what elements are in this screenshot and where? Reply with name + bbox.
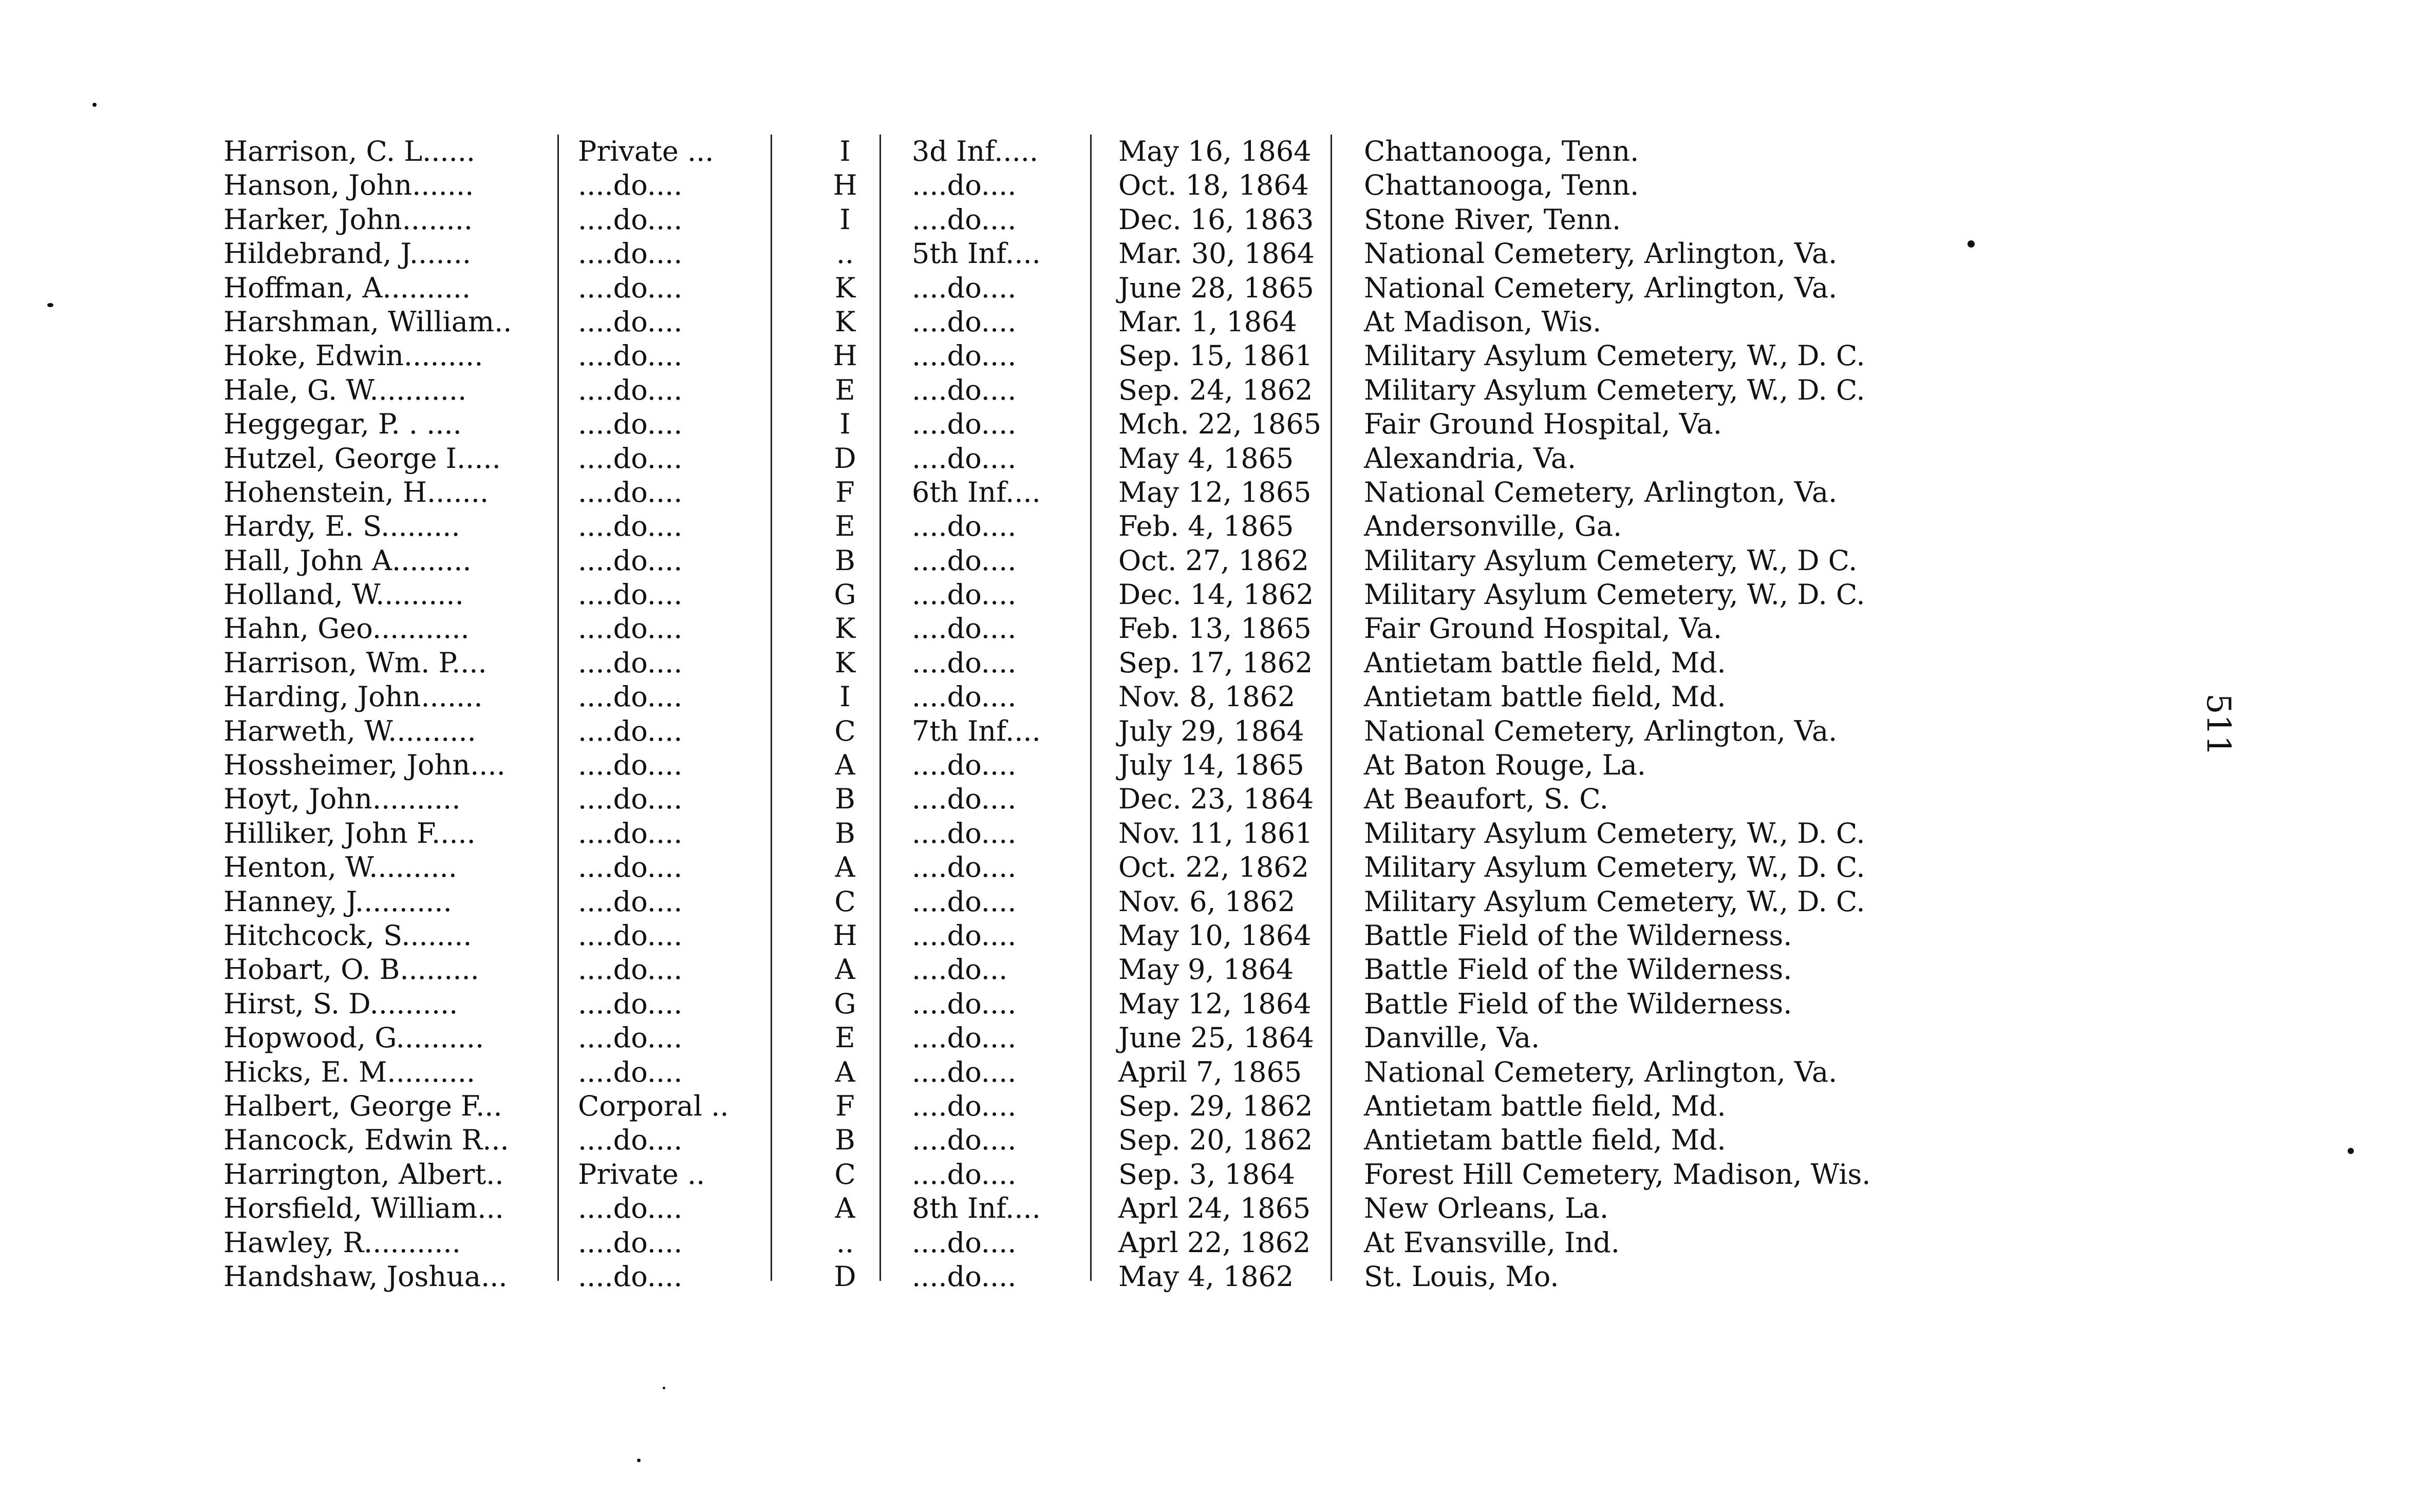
rank-cell: ....do.... — [578, 885, 683, 918]
soldier-name-cell: Handshaw, Joshua... — [223, 1260, 508, 1293]
company-cell: D — [834, 1260, 856, 1293]
table-row — [223, 1158, 1970, 1192]
soldier-name-cell: Hilliker, John F..... — [223, 817, 476, 849]
rank-cell: ....do.... — [578, 919, 683, 952]
table-row — [223, 237, 1970, 271]
rank-cell: ....do.... — [578, 1055, 683, 1088]
date-of-death-cell: Sep. 17, 1862 — [1118, 646, 1313, 679]
soldier-name-cell: Hale, G. W........... — [223, 373, 467, 406]
place-of-burial-cell: Chattanooga, Tenn. — [1364, 169, 1639, 202]
regiment-cell: ....do.... — [912, 339, 1017, 372]
place-of-burial-cell: Battle Field of the Wilderness. — [1364, 953, 1792, 986]
company-cell: B — [835, 817, 855, 849]
place-of-burial-cell: Military Asylum Cemetery, W., D. C. — [1364, 885, 1865, 918]
company-cell: A — [835, 953, 855, 986]
rank-cell: ....do.... — [578, 544, 683, 577]
table-row — [223, 1192, 1970, 1225]
place-of-burial-cell: Military Asylum Cemetery, W., D. C. — [1364, 339, 1865, 372]
place-of-burial-cell: Military Asylum Cemetery, W., D C. — [1364, 544, 1858, 577]
place-of-burial-cell: St. Louis, Mo. — [1364, 1260, 1559, 1293]
place-of-burial-cell: National Cemetery, Arlington, Va. — [1364, 714, 1838, 747]
regiment-cell: ....do.... — [912, 1158, 1017, 1190]
rank-cell: ....do.... — [578, 646, 683, 679]
table-row — [223, 1260, 1970, 1294]
soldier-name-cell: Hoyt, John.......... — [223, 783, 461, 816]
regiment-cell: ....do.... — [912, 681, 1017, 713]
table-row — [223, 1089, 1970, 1123]
rank-cell: Private .. — [578, 1158, 705, 1190]
table-row — [223, 476, 1970, 509]
soldier-name-cell: Harrison, C. L...... — [223, 135, 476, 167]
table-row — [223, 442, 1970, 476]
date-of-death-cell: Mar. 30, 1864 — [1118, 237, 1315, 270]
regiment-cell: ....do.... — [912, 203, 1017, 236]
place-of-burial-cell: At Evansville, Ind. — [1364, 1226, 1620, 1259]
print-speck — [1968, 240, 1975, 248]
date-of-death-cell: Mar. 1, 1864 — [1118, 305, 1297, 338]
date-of-death-cell: May 9, 1864 — [1118, 953, 1294, 986]
date-of-death-cell: May 16, 1864 — [1118, 135, 1312, 167]
rank-cell: ....do.... — [578, 1124, 683, 1157]
table-row — [223, 407, 1970, 441]
date-of-death-cell: May 12, 1865 — [1118, 476, 1312, 508]
regiment-cell: ....do.... — [912, 1055, 1017, 1088]
company-cell: B — [835, 544, 855, 577]
rank-cell: ....do.... — [578, 237, 683, 270]
company-cell: C — [834, 714, 856, 747]
regiment-cell: 7th Inf.... — [912, 714, 1041, 747]
company-cell: F — [835, 1089, 855, 1122]
soldier-name-cell: Harrison, Wm. P.... — [223, 646, 487, 679]
table-row — [223, 817, 1970, 850]
place-of-burial-cell: Fair Ground Hospital, Va. — [1364, 408, 1722, 441]
soldier-name-cell: Harding, John....... — [223, 681, 483, 713]
regiment-cell: ....do.... — [912, 1226, 1017, 1259]
soldier-name-cell: Hicks, E. M.......... — [223, 1055, 476, 1088]
date-of-death-cell: Mch. 22, 1865 — [1118, 408, 1322, 441]
place-of-burial-cell: Antietam battle field, Md. — [1364, 1124, 1726, 1157]
place-of-burial-cell: At Madison, Wis. — [1364, 305, 1602, 338]
date-of-death-cell: Sep. 3, 1864 — [1118, 1158, 1295, 1190]
rank-cell: ....do.... — [578, 339, 683, 372]
table-row — [223, 339, 1970, 373]
company-cell: K — [834, 612, 856, 645]
company-cell: K — [834, 271, 856, 304]
soldier-name-cell: Hanson, John....... — [223, 169, 474, 202]
company-cell: H — [833, 169, 857, 202]
company-cell: I — [839, 203, 851, 236]
place-of-burial-cell: Battle Field of the Wilderness. — [1364, 919, 1792, 952]
date-of-death-cell: Nov. 8, 1862 — [1118, 681, 1296, 713]
table-row — [223, 1055, 1970, 1089]
date-of-death-cell: May 4, 1865 — [1118, 442, 1294, 475]
date-of-death-cell: Aprl 24, 1865 — [1118, 1192, 1311, 1225]
rank-cell: ....do.... — [578, 169, 683, 202]
table-row — [223, 578, 1970, 612]
date-of-death-cell: May 12, 1864 — [1118, 987, 1312, 1020]
place-of-burial-cell: Military Asylum Cemetery, W., D. C. — [1364, 578, 1865, 611]
regiment-cell: ....do.... — [912, 885, 1017, 918]
rank-cell: ....do.... — [578, 510, 683, 543]
company-cell: F — [835, 476, 855, 508]
soldier-name-cell: Hawley, R........... — [223, 1226, 461, 1259]
rank-cell: ....do.... — [578, 271, 683, 304]
print-speck — [637, 1459, 641, 1462]
company-cell: A — [835, 1192, 855, 1225]
soldier-name-cell: Horsfield, William... — [223, 1192, 504, 1225]
rank-cell: ....do.... — [578, 714, 683, 747]
rank-cell: ....do.... — [578, 749, 683, 782]
date-of-death-cell: Oct. 27, 1862 — [1118, 544, 1309, 577]
rank-cell: Corporal .. — [578, 1089, 729, 1122]
soldier-name-cell: Hanney, J........... — [223, 885, 452, 918]
regiment-cell: ....do.... — [912, 169, 1017, 202]
company-cell: I — [839, 681, 851, 713]
place-of-burial-cell: Chattanooga, Tenn. — [1364, 135, 1639, 167]
rank-cell: ....do.... — [578, 851, 683, 884]
date-of-death-cell: June 28, 1865 — [1118, 271, 1314, 304]
date-of-death-cell: July 14, 1865 — [1118, 749, 1304, 782]
rank-cell: ....do.... — [578, 783, 683, 816]
date-of-death-cell: Sep. 15, 1861 — [1118, 339, 1313, 372]
company-cell: A — [835, 1055, 855, 1088]
place-of-burial-cell: Danville, Va. — [1364, 1022, 1540, 1054]
place-of-burial-cell: Battle Field of the Wilderness. — [1364, 987, 1792, 1020]
regiment-cell: ....do.... — [912, 987, 1017, 1020]
rank-cell: ....do.... — [578, 953, 683, 986]
table-row — [223, 509, 1970, 543]
regiment-cell: ....do.... — [912, 271, 1017, 304]
company-cell: A — [835, 851, 855, 884]
date-of-death-cell: Dec. 16, 1863 — [1118, 203, 1314, 236]
date-of-death-cell: Sep. 20, 1862 — [1118, 1124, 1313, 1157]
company-cell: G — [834, 987, 856, 1020]
soldier-name-cell: Hancock, Edwin R... — [223, 1124, 509, 1157]
soldier-name-cell: Harker, John........ — [223, 203, 473, 236]
table-row — [223, 885, 1970, 919]
regiment-cell: 3d Inf..... — [912, 135, 1039, 167]
company-cell: B — [835, 1124, 855, 1157]
date-of-death-cell: July 29, 1864 — [1118, 714, 1304, 747]
soldier-name-cell: Harrington, Albert.. — [223, 1158, 504, 1190]
soldier-name-cell: Hardy, E. S......... — [223, 510, 460, 543]
rank-cell: ....do.... — [578, 476, 683, 508]
date-of-death-cell: May 10, 1864 — [1118, 919, 1312, 952]
soldier-name-cell: Hopwood, G.......... — [223, 1022, 484, 1054]
company-cell: E — [835, 1022, 855, 1054]
company-cell: I — [839, 135, 851, 167]
place-of-burial-cell: Antietam battle field, Md. — [1364, 681, 1726, 713]
place-of-burial-cell: Antietam battle field, Md. — [1364, 646, 1726, 679]
regiment-cell: ....do.... — [912, 1260, 1017, 1293]
regiment-cell: 5th Inf.... — [912, 237, 1041, 270]
table-row — [223, 850, 1970, 884]
regiment-cell: ....do.... — [912, 1089, 1017, 1122]
company-cell: I — [839, 408, 851, 441]
company-cell: B — [835, 783, 855, 816]
soldier-name-cell: Hobart, O. B......... — [223, 953, 479, 986]
date-of-death-cell: Sep. 29, 1862 — [1118, 1089, 1313, 1122]
regiment-cell: 8th Inf.... — [912, 1192, 1041, 1225]
soldier-name-cell: Hoffman, A.......... — [223, 271, 471, 304]
company-cell: E — [835, 373, 855, 406]
rank-cell: ....do.... — [578, 1226, 683, 1259]
regiment-cell: ....do.... — [912, 373, 1017, 406]
place-of-burial-cell: National Cemetery, Arlington, Va. — [1364, 237, 1838, 270]
company-cell: H — [833, 919, 857, 952]
table-row — [223, 544, 1970, 578]
print-speck — [92, 103, 97, 107]
place-of-burial-cell: Fair Ground Hospital, Va. — [1364, 612, 1722, 645]
table-row — [223, 203, 1970, 237]
soldier-name-cell: Hitchcock, S........ — [223, 919, 472, 952]
soldier-name-cell: Hirst, S. D.......... — [223, 987, 458, 1020]
rank-cell: ....do.... — [578, 1192, 683, 1225]
regiment-cell: ....do.... — [912, 408, 1017, 441]
place-of-burial-cell: National Cemetery, Arlington, Va. — [1364, 271, 1838, 304]
table-row — [223, 373, 1970, 407]
regiment-cell: ....do.... — [912, 442, 1017, 475]
table-row — [223, 612, 1970, 646]
place-of-burial-cell: Antietam battle field, Md. — [1364, 1089, 1726, 1122]
place-of-burial-cell: Alexandria, Va. — [1364, 442, 1577, 475]
date-of-death-cell: Aprl 22, 1862 — [1118, 1226, 1311, 1259]
table-row — [223, 680, 1970, 714]
date-of-death-cell: Dec. 23, 1864 — [1118, 783, 1314, 816]
soldier-name-cell: Hoke, Edwin......... — [223, 339, 483, 372]
date-of-death-cell: Feb. 13, 1865 — [1118, 612, 1312, 645]
regiment-cell: ....do.... — [912, 510, 1017, 543]
regiment-cell: ....do.... — [912, 612, 1017, 645]
company-cell: G — [834, 578, 856, 611]
date-of-death-cell: May 4, 1862 — [1118, 1260, 1294, 1293]
table-row — [223, 305, 1970, 339]
table-row — [223, 782, 1970, 816]
regiment-cell: ....do.... — [912, 646, 1017, 679]
table-row — [223, 135, 1970, 168]
rank-cell: ....do.... — [578, 1260, 683, 1293]
date-of-death-cell: Sep. 24, 1862 — [1118, 373, 1313, 406]
regiment-cell: ....do... — [912, 953, 1008, 986]
table-row — [223, 1123, 1970, 1157]
rank-cell: ....do.... — [578, 817, 683, 849]
soldier-name-cell: Holland, W.......... — [223, 578, 464, 611]
rank-cell: ....do.... — [578, 612, 683, 645]
regiment-cell: ....do.... — [912, 544, 1017, 577]
regiment-cell: ....do.... — [912, 1124, 1017, 1157]
soldier-name-cell: Hohenstein, H....... — [223, 476, 489, 508]
place-of-burial-cell: Forest Hill Cemetery, Madison, Wis. — [1364, 1158, 1871, 1190]
place-of-burial-cell: Military Asylum Cemetery, W., D. C. — [1364, 373, 1865, 406]
regiment-cell: 6th Inf.... — [912, 476, 1041, 508]
regiment-cell: ....do.... — [912, 1022, 1017, 1054]
place-of-burial-cell: National Cemetery, Arlington, Va. — [1364, 476, 1838, 508]
table-row — [223, 748, 1970, 782]
rank-cell: ....do.... — [578, 578, 683, 611]
soldier-name-cell: Henton, W.......... — [223, 851, 457, 884]
soldier-name-cell: Hossheimer, John.... — [223, 749, 505, 782]
company-cell: E — [835, 510, 855, 543]
place-of-burial-cell: At Beaufort, S. C. — [1364, 783, 1608, 816]
table-row — [223, 168, 1970, 202]
soldier-name-cell: Halbert, George F... — [223, 1089, 502, 1122]
company-cell: K — [834, 305, 856, 338]
soldier-name-cell: Harweth, W.......... — [223, 714, 476, 747]
date-of-death-cell: Oct. 18, 1864 — [1118, 169, 1309, 202]
rank-cell: ....do.... — [578, 987, 683, 1020]
place-of-burial-cell: Military Asylum Cemetery, W., D. C. — [1364, 817, 1865, 849]
soldier-name-cell: Harshman, William.. — [223, 305, 512, 338]
rank-cell: ....do.... — [578, 203, 683, 236]
company-cell: .. — [836, 237, 854, 270]
company-cell: D — [834, 442, 856, 475]
regiment-cell: ....do.... — [912, 783, 1017, 816]
place-of-burial-cell: Stone River, Tenn. — [1364, 203, 1621, 236]
rank-cell: ....do.... — [578, 305, 683, 338]
regiment-cell: ....do.... — [912, 749, 1017, 782]
rank-cell: ....do.... — [578, 442, 683, 475]
company-cell: H — [833, 339, 857, 372]
company-cell: A — [835, 749, 855, 782]
soldier-name-cell: Hahn, Geo........... — [223, 612, 470, 645]
regiment-cell: ....do.... — [912, 817, 1017, 849]
place-of-burial-cell: National Cemetery, Arlington, Va. — [1364, 1055, 1838, 1088]
rank-cell: ....do.... — [578, 373, 683, 406]
table-row — [223, 1021, 1970, 1055]
company-cell: .. — [836, 1226, 854, 1259]
rank-cell: Private ... — [578, 135, 714, 167]
date-of-death-cell: Dec. 14, 1862 — [1118, 578, 1314, 611]
date-of-death-cell: Feb. 4, 1865 — [1118, 510, 1294, 543]
place-of-burial-cell: Andersonville, Ga. — [1364, 510, 1622, 543]
date-of-death-cell: Nov. 11, 1861 — [1118, 817, 1313, 849]
table-row — [223, 714, 1970, 748]
table-row — [223, 953, 1970, 987]
regiment-cell: ....do.... — [912, 578, 1017, 611]
soldier-name-cell: Hall, John A......... — [223, 544, 472, 577]
print-speck — [2348, 1148, 2354, 1154]
page-number: 511 — [2199, 693, 2237, 757]
company-cell: K — [834, 646, 856, 679]
date-of-death-cell: June 25, 1864 — [1118, 1022, 1314, 1054]
soldier-name-cell: Hutzel, George I..... — [223, 442, 501, 475]
print-speck — [47, 303, 53, 307]
rank-cell: ....do.... — [578, 681, 683, 713]
table-row — [223, 646, 1970, 680]
date-of-death-cell: Oct. 22, 1862 — [1118, 851, 1309, 884]
place-of-burial-cell: New Orleans, La. — [1364, 1192, 1609, 1225]
table-row — [223, 987, 1970, 1021]
rank-cell: ....do.... — [578, 408, 683, 441]
regiment-cell: ....do.... — [912, 919, 1017, 952]
rank-cell: ....do.... — [578, 1022, 683, 1054]
company-cell: C — [834, 885, 856, 918]
table-row — [223, 919, 1970, 953]
place-of-burial-cell: Military Asylum Cemetery, W., D. C. — [1364, 851, 1865, 884]
date-of-death-cell: April 7, 1865 — [1118, 1055, 1302, 1088]
soldier-name-cell: Hildebrand, J....... — [223, 237, 472, 270]
table-row — [223, 271, 1970, 305]
print-speck — [663, 1387, 665, 1389]
regiment-cell: ....do.... — [912, 305, 1017, 338]
soldier-name-cell: Heggegar, P. . .... — [223, 408, 462, 441]
company-cell: C — [834, 1158, 856, 1190]
date-of-death-cell: Nov. 6, 1862 — [1118, 885, 1296, 918]
regiment-cell: ....do.... — [912, 851, 1017, 884]
table-row — [223, 1226, 1970, 1260]
casualty-register-table — [223, 135, 1970, 1294]
place-of-burial-cell: At Baton Rouge, La. — [1364, 749, 1646, 782]
